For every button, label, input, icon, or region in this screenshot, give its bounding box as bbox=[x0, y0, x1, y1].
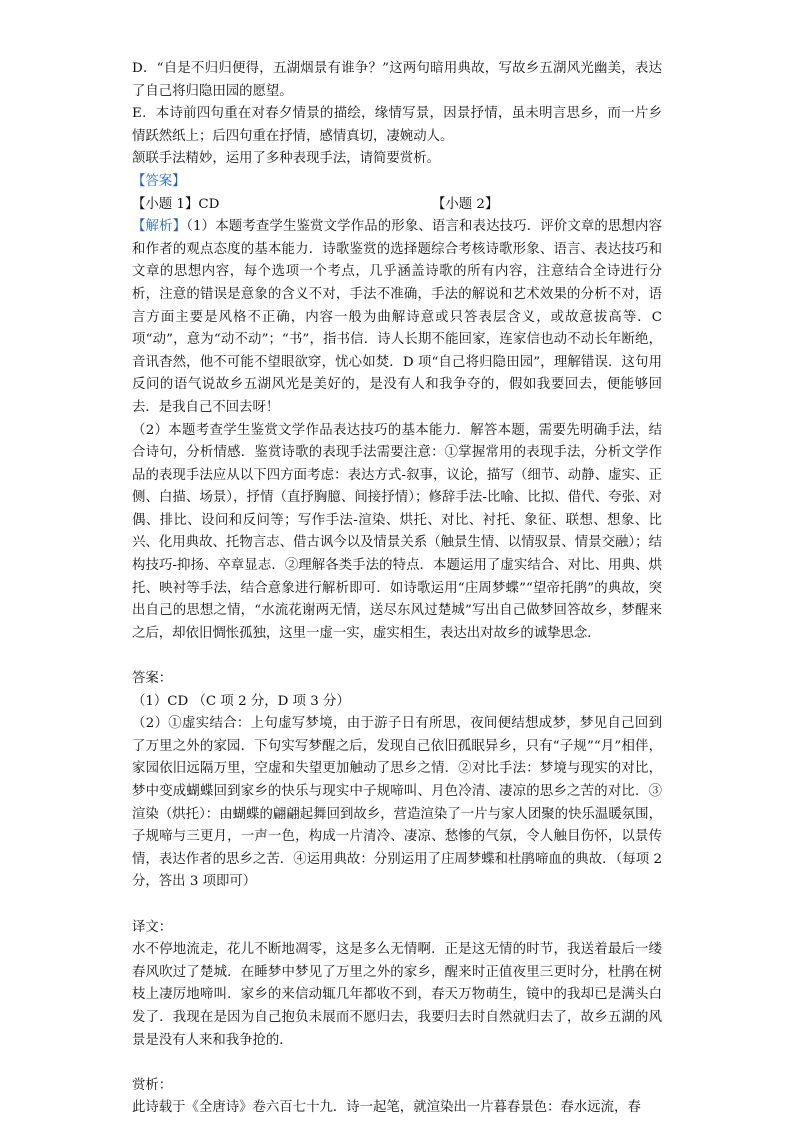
option-e: E．本诗前四句重在对春夕情景的描绘，缘情写景，因景抒情，虽未明言思乡，而一片乡情跃然纸上；后四句重在抒情，感情真切，凄婉动人。 bbox=[132, 106, 662, 144]
answer-label: 答案： bbox=[132, 671, 173, 687]
translation-text: 水不停地流走，花儿不断地凋零，这是多么无情啊．正是这无情的时节，我送着最后一缕春风吹过了楚城．在睡梦中梦见了万里之外的家乡，醒来时正值夜里三更时分，杜鹃在树枝上凄厉地啼叫．家乡的来信动辄几年都收不到，春天万物萌生，镜中的我却已是满头白发了．我现在是因为自己抱负未展而不愿归去，我要归去时自然就归去了，故乡五湖的风景是没有人来和我争抢的． bbox=[132, 942, 662, 1048]
answer-tag: 【答案】 bbox=[132, 173, 186, 189]
analysis-tag: 【解析】 bbox=[132, 219, 187, 235]
appreciation-label: 赏析： bbox=[132, 1077, 173, 1093]
analysis-part-2: （2）本题考查学生鉴赏文学作品表达技巧的基本能力．解答本题，需要先明确手法，结合诗句，分析情感．鉴赏诗歌的表现手法需要注意：①掌握常用的表现手法，分析文学作品的表现手法应从以下四方面考虑：表达方式-叙事，议论，描写（细节、动静、虚实、正侧、白描、场景），抒情（直抒胸臆、间接抒情）；修辞手法-比喻、比拟、借代、夸张、对偶、排比、设问和反问等；写作手法-渲染、烘托、对比、衬托、象征、联想、想象、比兴、化用典故、托物言志、借古讽今以及情景关系（触景生情、以情驭景、情景交融）；结构技巧-抑扬、卒章显志．②理解各类手法的特点．本题运用了虚实结合、对比、用典、烘托、映衬等手法，结合意象进行解析即可．如诗歌运用“庄周梦蝶”“望帝托鹃”的典故，突出自己的思想之情，“水流花谢两无情，送尽东风过楚城”写出自己做梦回答故乡，梦醒来之后，却依旧惆怅孤独，这里一虚一实，虚实相生，表达出对故乡的诚挚思念． bbox=[132, 422, 662, 641]
analysis-part-1 bbox=[132, 216, 662, 419]
subquestion-2-label: 【小题 2】 bbox=[432, 196, 499, 212]
appreciation-text: 此诗载于《全唐诗》卷六百七十九．诗一起笔，就渲染出一片暮春景色：春水远流，春 bbox=[132, 1100, 641, 1116]
answer-1: （1）CD （C 项 2 分，D 项 3 分） bbox=[132, 693, 350, 709]
document-page bbox=[132, 58, 662, 1120]
subquestion-labels bbox=[132, 194, 662, 217]
answer-2: （2）①虚实结合：上句虚写梦境，由于游子日有所思，夜间便结想成梦，梦见自己回到了万里之外的家园．下句实写梦醒之后，发现自己依旧孤眠异乡，只有“子规”“月”相伴，家园依旧远隔万里，空虚和失望更加触动了思乡之情．②对比手法：梦境与现实的对比，梦中变成蝴蝶回到家乡的快乐与现实中子规啼叫、月色冷清、凄凉的思乡之苦的对比．③渲染（烘托）：由蝴蝶的翩翩起舞回到故乡，营造渲染了一片与家人团聚的快乐温暖氛围，子规啼与三更月，一声一色，构成一片清冷、凄凉、愁惨的气氛，令人触目伤怀，以景传情，表达作者的思乡之苦．④运用典故：分别运用了庄周梦蝶和杜鹃啼血的典故．（每项 2 分，答出 3 项即可） bbox=[132, 716, 662, 890]
subquestion-1-label: 【小题 1】CD bbox=[132, 196, 220, 212]
translation-label: 译文： bbox=[132, 919, 173, 935]
option-d: D．“自是不归归便得，五湖烟景有谁争？”这两句暗用典故，写故乡五湖风光幽美，表达了自己将归隐田园的愿望。 bbox=[132, 61, 662, 99]
analysis-1-text: （1）本题考查学生鉴赏文学作品的形象、语言和表达技巧．评价文章的思想内容和作者的观点态度的基本能力．诗歌鉴赏的选择题综合考核诗歌形象、语言、表达技巧和文章的思想内容，每个选项一个考点，几乎涵盖诗歌的所有内容，注意结合全诗进行分析，注意的错误是意象的含义不对，手法不准确，手法的解说和艺术效果的分析不对，语言方面主要是风格不正确，内容一般为曲解诗意或只答表层含义，或故意拔高等．C 项“动”，意为“动不动”；“书”，指书信．诗人长期不能回家，连家信也动不动长年断绝，音讯杳然，他不可能不望眼欲穿，忧心如焚．D 项“自己将归隐田园”，理解错误．这句用反问的语气说故乡五湖风光是美好的，是没有人和我争夺的，假如我要回去，便能够回去．是我自己不回去呀！ bbox=[132, 219, 662, 415]
question-2: 颔联手法精妙，运用了多种表现手法，请简要赏析。 bbox=[132, 151, 440, 167]
